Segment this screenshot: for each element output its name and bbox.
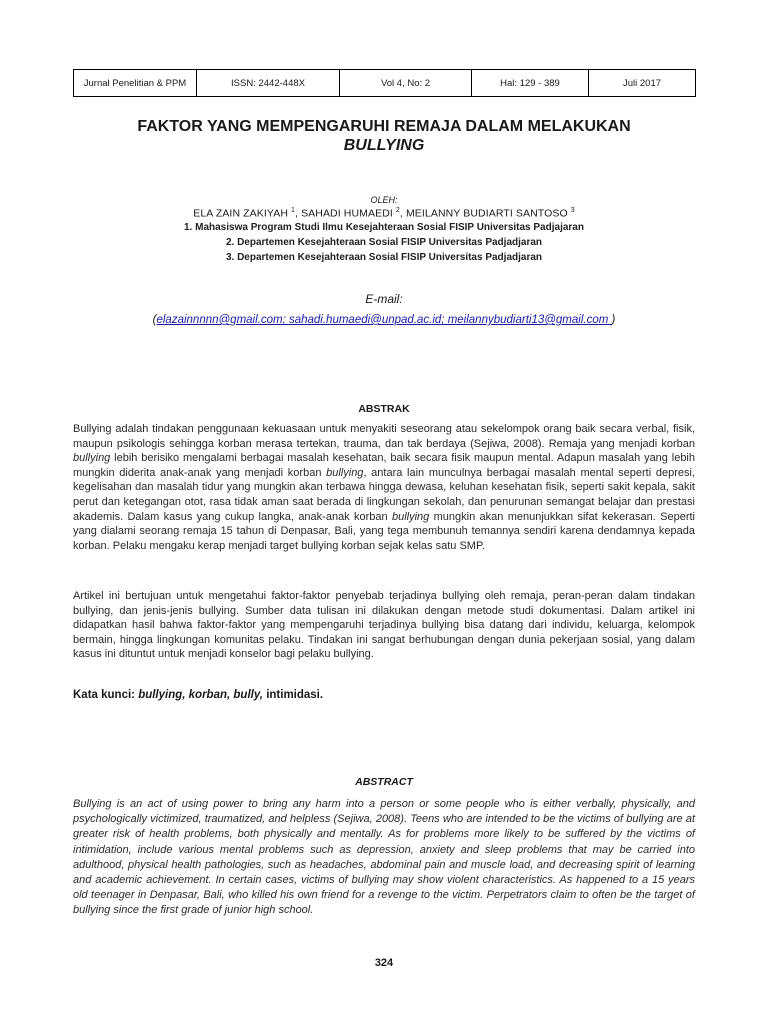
header-row	[74, 70, 696, 97]
author-1-sup: 1	[291, 207, 296, 214]
abstrak-p1-text-b: lebih berisiko mengalami berbagai masalah kesehatan, baik secara fisik maupun mental. Adapun masalah yang lebih mungkin diderita anak-anak yang menjadi korban	[73, 452, 695, 479]
article-title	[40, 117, 728, 155]
keywords-rest: intimidasi.	[263, 689, 324, 701]
email-label: E-mail:	[365, 292, 403, 306]
email-addresses-link[interactable]: elazainnnnn@gmail.com; sahadi.humaedi@unpad.ac.id; meilannybudiarti13@gmail.com	[156, 314, 612, 326]
page-number: 324	[374, 957, 394, 969]
journal-name: Jurnal Penelitian & PPM	[74, 70, 197, 97]
page-range: Hal: 129 - 389	[472, 70, 589, 97]
abstrak-p1-text-c: , antara lain munculnya berbagai masalah mental seperti depresi, kegelisahan dan masalah tidur yang mungkin akan terbawa hingga dewasa, keluhan kesehatan fisik, seperti sakit kepala, sakit perut dan ketegangan otot, rasa tidak aman saat berada di lingkungan sekolah, dan penurunan semangat belajar dan prestasi akademis. Dalam kasus yang cukup langka, anak-anak korban	[73, 466, 695, 523]
issn: ISSN: 2442-448X	[197, 70, 340, 97]
abstract-heading: ABSTRACT	[355, 776, 413, 788]
publication-date: Juli 2017	[589, 70, 696, 97]
affiliation-1: 1. Mahasiswa Program Studi Ilmu Kesejahteraan Sosial FISIP Universitas Padjajaran	[184, 222, 584, 233]
abstrak-p1-text-d: mungkin akan menunjukkan sifat kekerasan. Seperti yang dialami seorang remaja 15 tahun di Denpasar, Bali, yang tega membunuh temannya sendiri karena dendamnya kepada korban. Pelaku mengaku kerap menjadi target bullying korban sejak kelas satu SMP.	[73, 510, 695, 552]
volume-issue: Vol 4, No: 2	[340, 70, 472, 97]
keywords	[73, 689, 323, 701]
affiliation-3: 3. Departemen Kesejahteraan Sosial FISIP Universitas Padjadjaran	[225, 252, 543, 263]
title-line-1: FAKTOR YANG MEMPENGARUHI REMAJA DALAM MELAKUKAN	[137, 118, 631, 135]
abstrak-p1-italic-2: bullying	[326, 466, 364, 479]
author-3-sup: 3	[570, 207, 575, 214]
author-3: , MEILANNY BUDIARTI SANTOSO	[399, 207, 571, 220]
author-1: ELA ZAIN ZAKIYAH	[193, 207, 292, 220]
byline-label: OLEH:	[370, 195, 398, 205]
email-open-paren: (	[152, 314, 157, 326]
email-close-paren: )	[611, 314, 616, 326]
abstrak-p1-italic-1: bullying	[73, 452, 111, 465]
author-2: , SAHADI HUMAEDI	[295, 207, 396, 220]
journal-header-table	[73, 69, 696, 97]
abstrak-paragraph-1	[73, 422, 695, 553]
abstract-paragraph: Bullying is an act of using power to bring any harm into a person or some people who is either verbally, physically, and psychologically victimized, traumatized, and helpless (Sejiwa, 2008). Teens who are intended to be the victims of bullying are at greater risk of health problems, both physically and mentally. As for problems more likely to be suffered by the victims of intimidation, include various mental problems such as depression, anxiety and sleep problems that may be carried into adulthood, physical health pathologies, such as headaches, abdominal pain and muscle load, and decreasing spirit of learning and academic achievement. In certain cases, victims of bullying may show violent characteristics. As happened to a 15 years old teenager in Denpasar, Bali, who killed his own friend for a revenge to the victim. Perpetrators claim to often be the target of bullying since the first grade of junior high school.	[73, 798, 695, 917]
author-2-sup: 2	[395, 207, 400, 214]
keywords-label: Kata kunci:	[73, 689, 139, 701]
keywords-italic: bullying, korban, bully,	[138, 689, 263, 701]
abstrak-p1-italic-3: bullying	[391, 510, 430, 523]
title-line-2: BULLYING	[343, 137, 425, 154]
abstrak-p1-text-a: Bullying adalah tindakan penggunaan kekuasaan untuk menyakiti seseorang atau sekelompok orang baik secara verbal, fisik, maupun psikologis sehingga korban merasa tertekan, trauma, dan tak berdaya (Sejiwa, 2008). Remaja yang menjadi korban	[73, 423, 695, 450]
email-line	[0, 314, 768, 326]
affiliation-2: 2. Departemen Kesejahteraan Sosial FISIP Universitas Padjadjaran	[225, 237, 543, 248]
author-list	[0, 207, 768, 220]
abstrak-paragraph-2: Artikel ini bertujuan untuk mengetahui faktor-faktor penyebab terjadinya bullying oleh remaja, peran-peran dalam tindakan bullying, dan jenis-jenis bullying. Sumber data tulisan ini dilakukan dengan metode studi dokumentasi. Dalam artikel ini didapatkan hasil bahwa faktor-faktor yang mempengaruhi terjadinya bullying bisa datang dari individu, keluarga, kelompok bermain, hingga lingkungan komunitas pelaku. Tindakan ini sangat berhubungan dengan dunia pekerjaan sosial, yang dalam kasus ini dituntut untuk menjadi konselor bagi pelaku bullying.	[73, 590, 695, 661]
abstrak-heading: ABSTRAK	[358, 403, 410, 415]
